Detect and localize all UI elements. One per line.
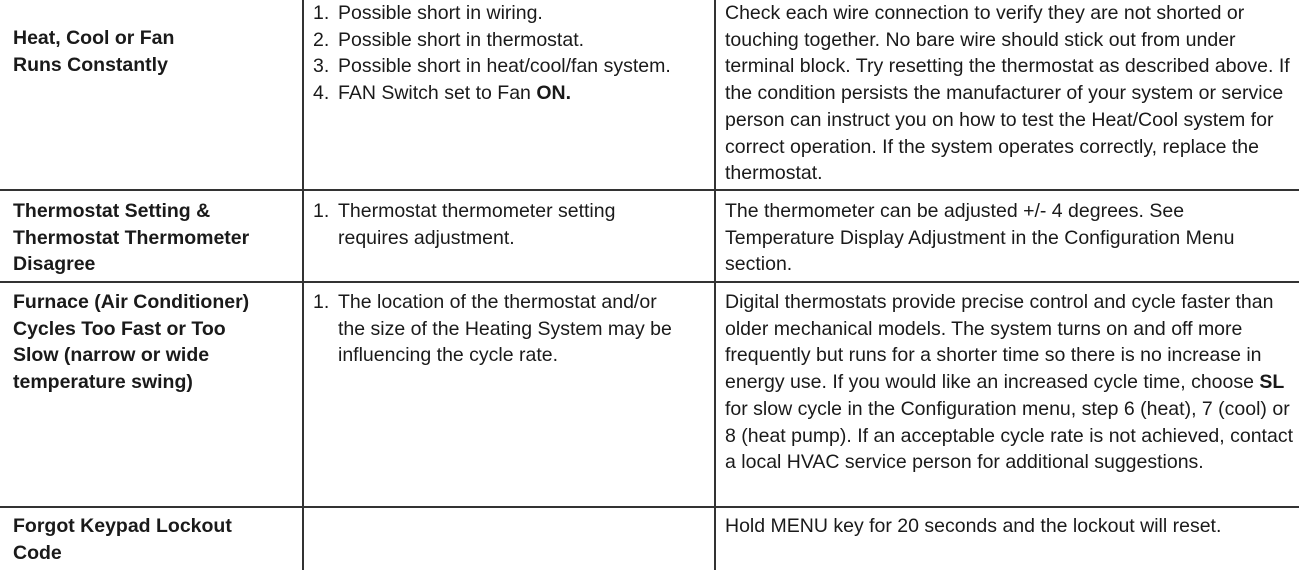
cause-text: Possible short in heat/cool/fan system.: [338, 55, 671, 78]
cause-text-bold: ON.: [536, 82, 571, 105]
cause-item: [313, 80, 708, 107]
cause-text-plain: FAN Switch set to Fan: [338, 82, 537, 105]
cause-text: Possible short in wiring.: [338, 2, 543, 24]
cause-text: [338, 80, 571, 107]
problem-line: Forgot Keypad Lockout: [13, 515, 232, 537]
remedy-cell: Check each wire connection to verify they are not shorted or touching together. No bare wire should stick out from under terminal block. Try resetting the thermostat as described above. If the condition persists the manufacturer of your system or service person can instruct you on how to test the Heat/Cool system for correct operation. If the system operates correctly, replace the thermostat.: [725, 2, 1290, 185]
cause-cell: [313, 198, 708, 251]
problem-line: Runs Constantly: [13, 53, 168, 76]
problem-line: temperature swing): [13, 371, 193, 394]
problem-cell: [13, 198, 293, 278]
problem-line: Heat, Cool or Fan: [13, 27, 175, 49]
cause-number: 1.: [313, 2, 330, 24]
problem-line: Slow (narrow or wide: [13, 344, 210, 367]
cause-item: [313, 0, 708, 27]
column-divider: [302, 0, 304, 570]
cause-number: 2.: [313, 28, 330, 51]
cause-text: Possible short in thermostat.: [338, 28, 585, 51]
problem-cell: [13, 25, 293, 78]
problem-line: Furnace (Air Conditioner): [13, 291, 250, 313]
cause-number: 3.: [313, 55, 330, 78]
remedy-bold-code: SL: [1259, 371, 1285, 394]
cause-item: [313, 198, 708, 251]
cause-number: 1.: [313, 291, 330, 313]
cause-number: 4.: [313, 82, 330, 105]
problem-cell: [13, 289, 293, 396]
remedy-cell: [725, 289, 1295, 476]
remedy-cell: Hold MENU key for 20 seconds and the lockout will reset.: [725, 515, 1222, 537]
problem-cell: [13, 513, 293, 566]
row-divider: [0, 506, 1299, 508]
column-divider: [714, 0, 716, 570]
problem-line: Cycles Too Fast or Too: [13, 317, 226, 340]
cause-text: The location of the thermostat and/or the size of the Heating System may be influencing the cycle rate.: [338, 291, 672, 367]
cause-number: 1.: [313, 200, 330, 222]
remedy-text: for slow cycle in the Configuration menu, step 6 (heat), 7 (cool) or 8 (heat pump). If an acceptable cycle rate is not achieved, contact a local HVAC service person for additional suggestions.: [725, 397, 1293, 474]
problem-line: Thermostat Setting &: [13, 200, 211, 222]
cause-item: [313, 53, 708, 80]
cause-cell: [313, 289, 708, 369]
problem-line: Thermostat Thermometer: [13, 226, 250, 249]
remedy-cell: The thermometer can be adjusted +/- 4 degrees. See Temperature Display Adjustment in the Configuration Menu section.: [725, 200, 1235, 276]
problem-line: Disagree: [13, 253, 96, 276]
cause-item: [313, 289, 708, 369]
row-divider: [0, 281, 1299, 283]
cause-item: [313, 27, 708, 54]
row-divider: [0, 189, 1299, 191]
cause-cell: [313, 0, 708, 107]
problem-line: Code: [13, 541, 62, 564]
remedy-text: Digital thermostats provide precise control and cycle faster than older mechanical models. The system turns on and off more frequently but runs for a shorter time so there is no increase in energy use. If you would like an increased cycle time, choose: [725, 291, 1274, 394]
cause-text: Thermostat thermometer setting requires adjustment.: [338, 200, 616, 249]
